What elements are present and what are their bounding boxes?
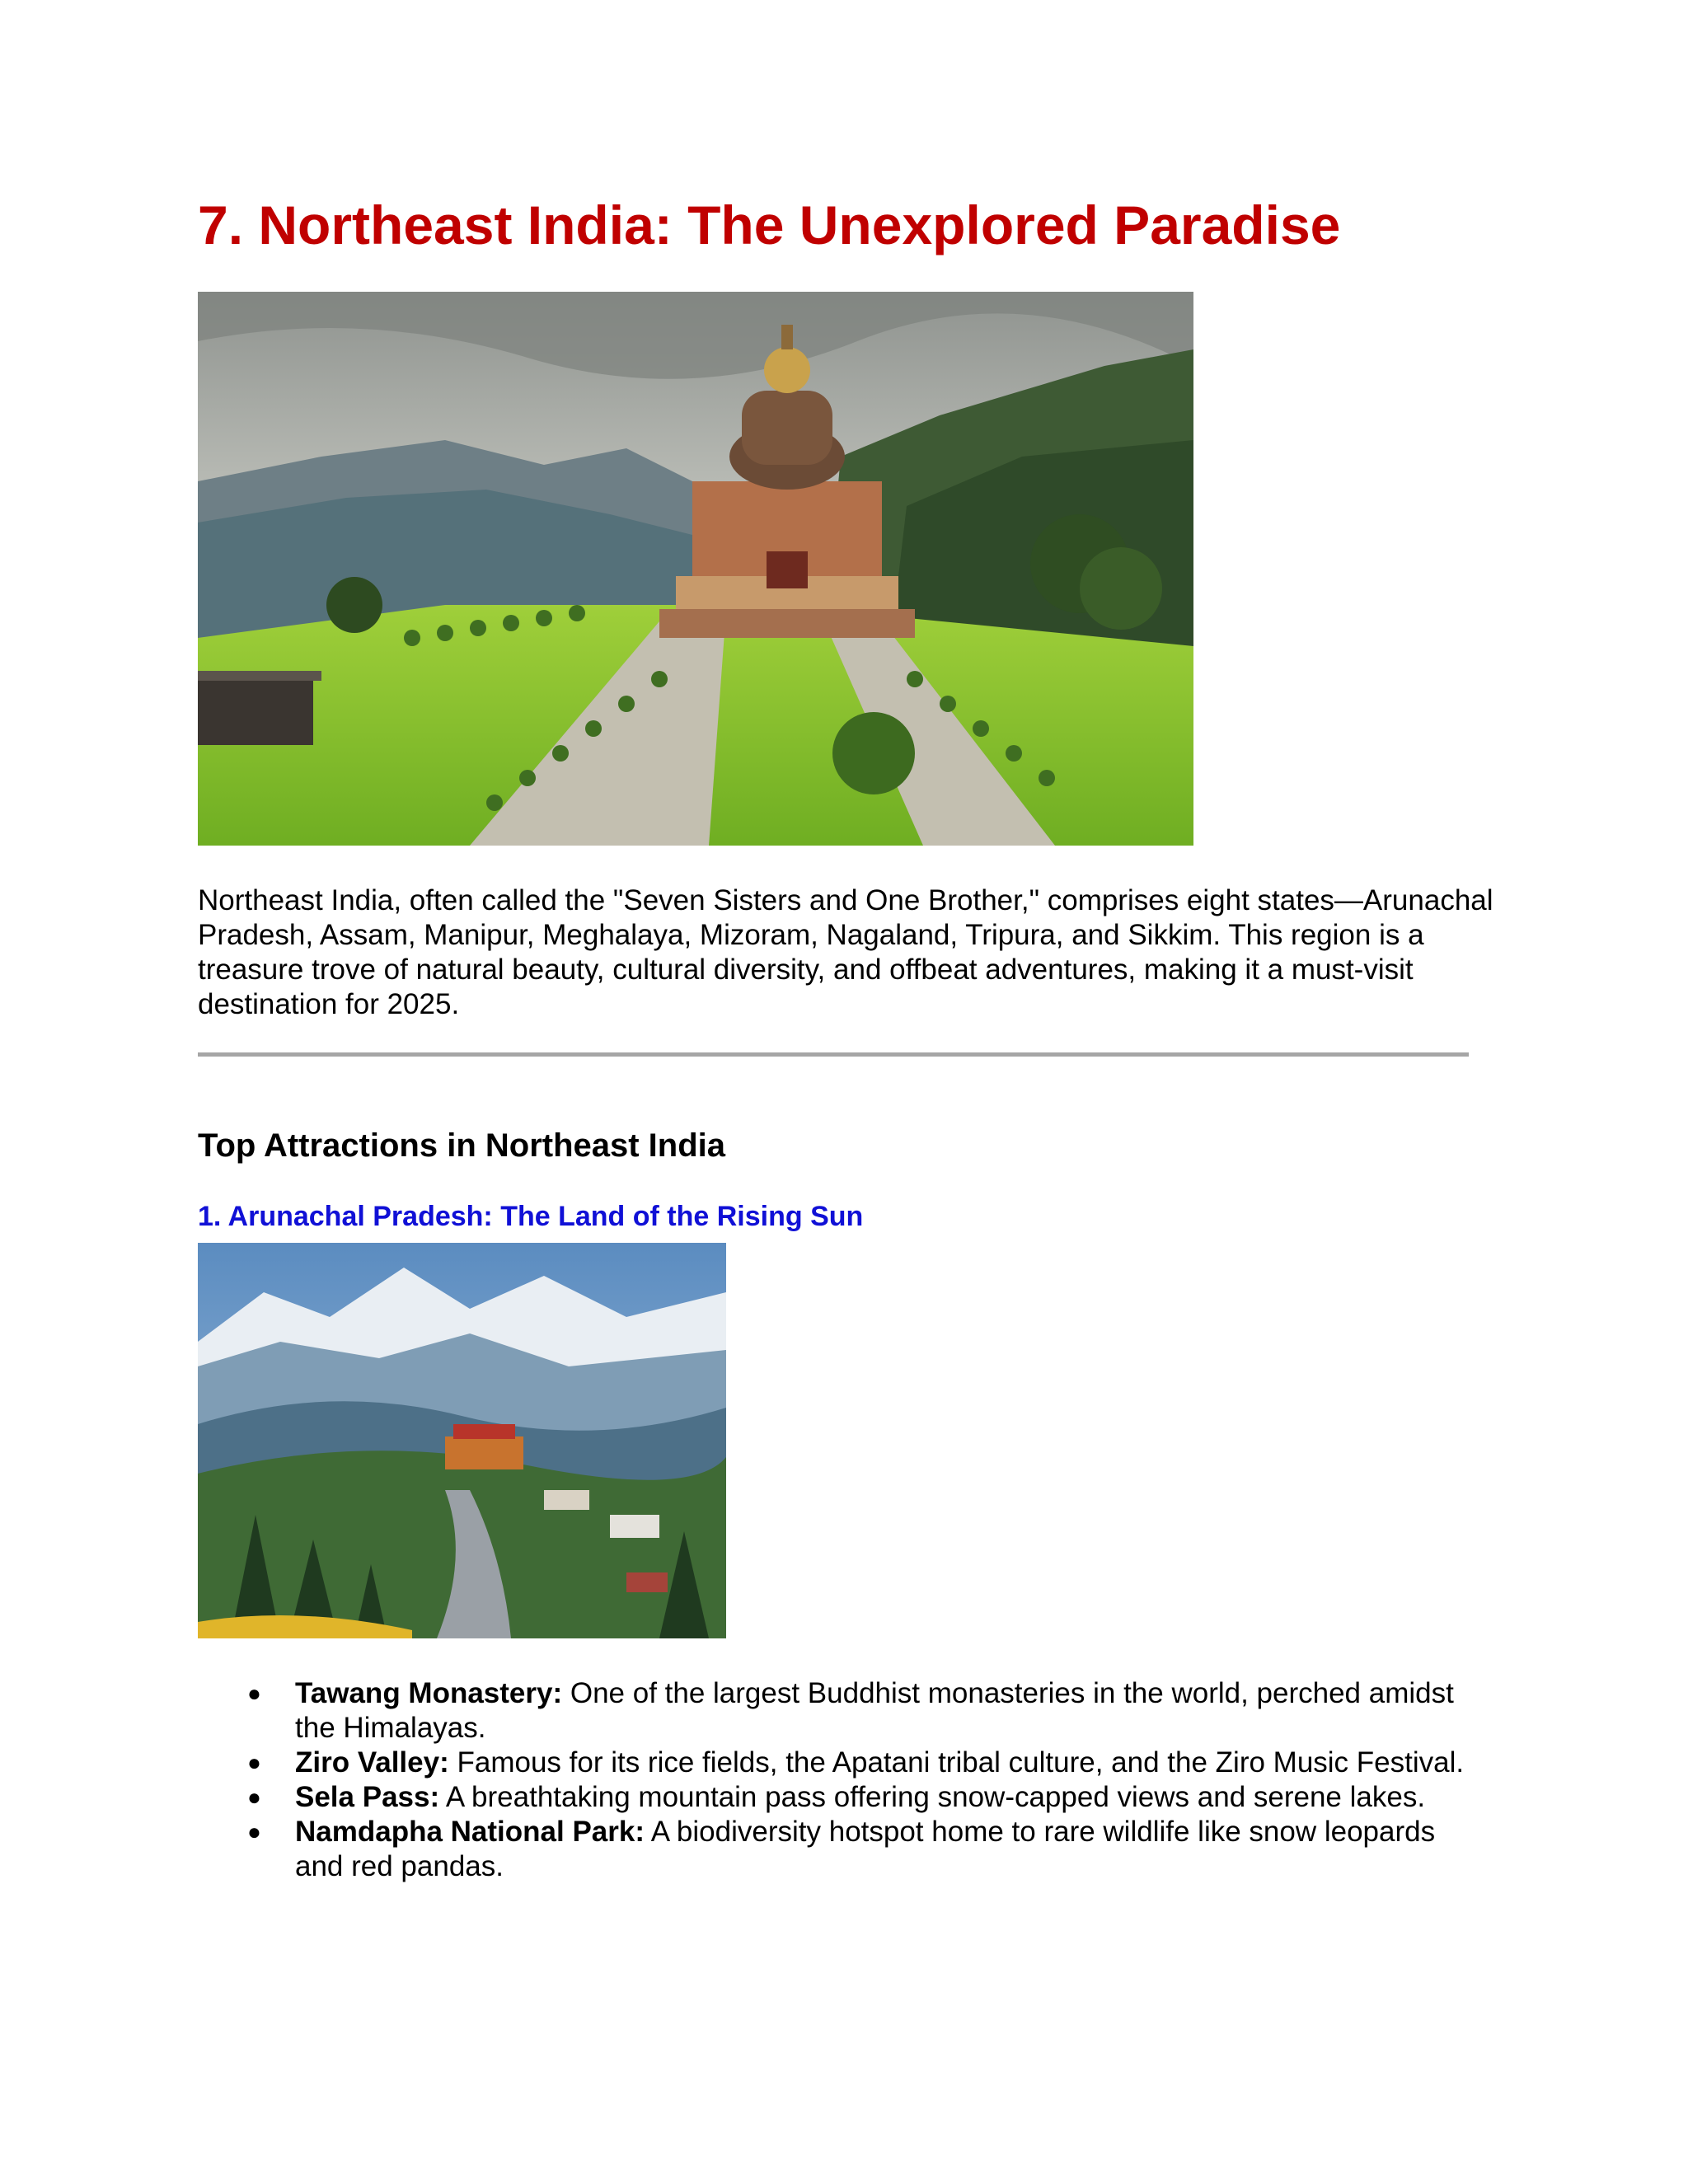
intro-paragraph: Northeast India, often called the "Seven Sisters and One Brother," comprises eight states—Arunachal Pradesh, Assam, Manipur, Meghalaya, Mizoram, Nagaland, Tripura, and Sikkim. This region is a treasure trove of natural beauty, cultural diversity, and offbeat adventures, making it a must-visit destination for 2025.	[198, 884, 1493, 1020]
item-text: One of the largest Buddhist monasteries in the world, perched amidst the Himalayas.	[295, 1677, 1454, 1744]
subsection-heading: 1. Arunachal Pradesh: The Land of the Rising Sun	[198, 1201, 864, 1232]
hero-photo-art	[198, 292, 1193, 846]
item-term: Sela Pass:	[295, 1781, 440, 1813]
attractions-list	[198, 1676, 1484, 1884]
bullet-icon: ●	[247, 1784, 261, 1810]
list-item	[198, 1676, 1484, 1746]
arunachal-photo	[198, 1243, 726, 1638]
page-title: 7. Northeast India: The Unexplored Paradise	[198, 194, 1341, 255]
item-text: A breathtaking mountain pass offering snow-capped views and serene lakes.	[439, 1781, 1426, 1813]
horizontal-divider	[198, 1052, 1469, 1057]
bullet-icon: ●	[247, 1680, 261, 1706]
list-item	[198, 1780, 1484, 1815]
arunachal-photo-art	[198, 1243, 726, 1638]
item-term: Tawang Monastery:	[295, 1677, 563, 1709]
bullet-icon: ●	[247, 1750, 261, 1775]
item-term: Ziro Valley:	[295, 1746, 449, 1779]
list-item	[198, 1815, 1484, 1884]
item-text: Famous for its rice fields, the Apatani tribal culture, and the Ziro Music Festival.	[448, 1746, 1465, 1779]
section-heading: Top Attractions in Northeast India	[198, 1127, 726, 1164]
item-term: Namdapha National Park:	[295, 1816, 645, 1848]
list-item	[198, 1746, 1484, 1780]
bullet-icon: ●	[247, 1819, 261, 1844]
hero-photo	[198, 292, 1193, 846]
item-text: A biodiversity hotspot home to rare wildlife like snow leopards and red pandas.	[295, 1816, 1436, 1882]
